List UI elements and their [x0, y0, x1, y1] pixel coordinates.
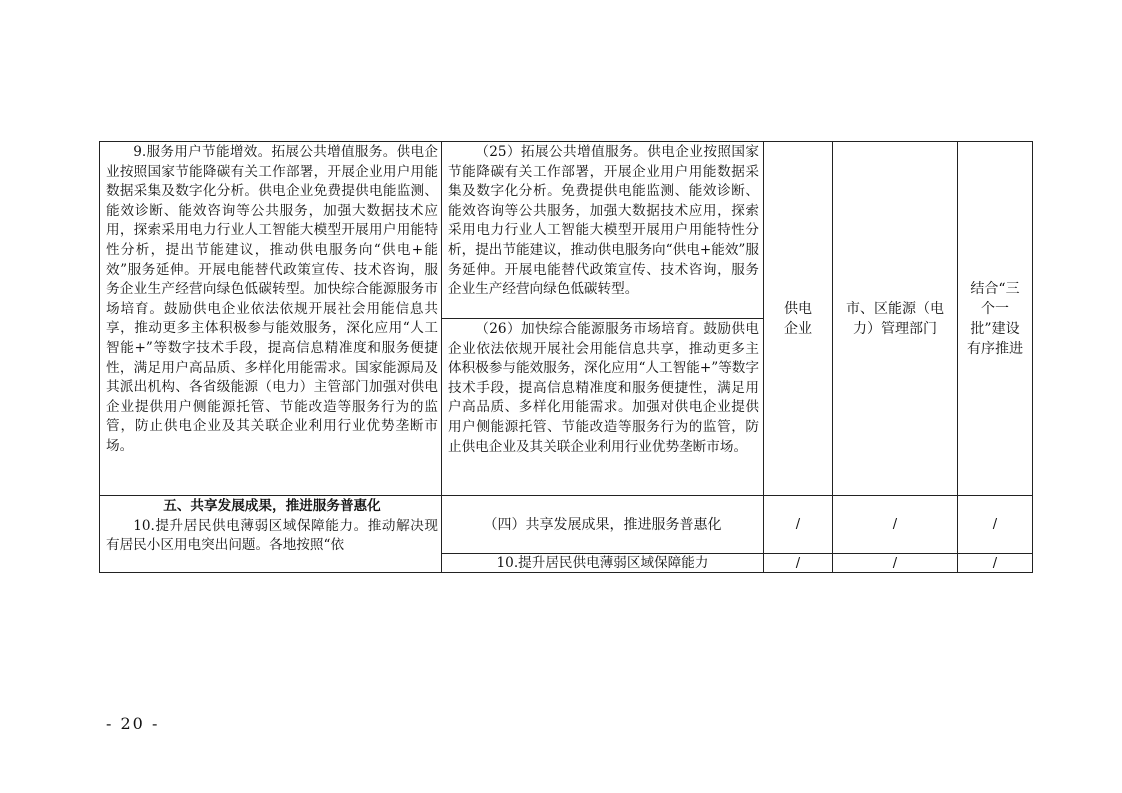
measure-cell-26	[442, 319, 764, 496]
slash-cell: /	[764, 496, 833, 554]
slash-cell: /	[958, 554, 1033, 573]
section-cell	[100, 496, 442, 573]
slash-cell: /	[764, 554, 833, 573]
responsible-unit-cell	[764, 142, 833, 496]
policy-cell	[100, 142, 442, 496]
measure-cell-section4	[442, 496, 764, 554]
measure-text-25: （25）拓展公共增值服务。供电企业按照国家节能降碳有关工作部署，开展企业用户用能数据采集及数字化分析。免费提供电能监测、能效诊断、能效咨询等公共服务，加强大数据技术应用，探索采用电力行业人工智能大模型开展用户用能特性分析，提出节能建议，推动供电服务向“供电+能效”服务延伸。开展电能替代政策宣传、技术咨询，服务企业生产经营向绿色低碳转型。	[448, 144, 759, 298]
page-number: - 20 -	[106, 714, 160, 733]
policy-text-10: 10.提升居民供电薄弱区域保障能力。推动解决现有居民小区用电突出问题。各地按照“依	[106, 517, 438, 554]
section-title: 五、共享发展成果，推进服务普惠化	[163, 498, 381, 514]
section4-title: （四）共享发展成果，推进服务普惠化	[483, 516, 722, 533]
measure-text-26: （26）加快综合能源服务市场培育。鼓励供电企业依法依规开展社会用能信息共享，推动更多主体积极参与能效服务，深化应用“人工智能+”等数字技术手段，提高信息精准度和服务便捷性，满足用户高品质、多样化用能需求。加强对供电企业提供用户侧能源托管、节能改造等服务行为的监管，防止供电企业及其关联企业利用行业优势垄断市场。	[448, 321, 759, 455]
table-row	[100, 496, 1033, 554]
measure-cell-10	[442, 554, 764, 573]
table-row	[100, 142, 1033, 319]
measure-cell-25	[442, 142, 764, 319]
responsible-unit: 供电企业	[784, 300, 812, 337]
supervisor-cell	[833, 142, 958, 496]
measure-text-10: 10.提升居民供电薄弱区域保障能力	[496, 554, 709, 571]
policy-text-9: 9.服务用户节能增效。拓展公共增值服务。供电企业按照国家节能降碳有关工作部署，开展企业用户用能数据采集及数字化分析。供电企业免费提供电能监测、能效诊断、能效咨询等公共服务，加强大数据技术应用，探索采用电力行业人工智能大模型开展用户用能特性分析，提出节能建议，推动供电服务向“供电+能效”服务延伸。开展电能替代政策宣传、技术咨询，服务企业生产经营向绿色低碳转型。加快综合能源服务市场培育。鼓励供电企业依法依规开展社会用能信息共享，推动更多主体积极参与能效服务，深化应用“人工智能+”等数字技术手段，提高信息精准度和服务便捷性，满足用户高品质、多样化用能需求。国家能源局及其派出机构、各省级能源（电力）主管部门加强对供电企业提供用户侧能源托管、节能改造等服务行为的监管，防止供电企业及其关联企业利用行业优势垄断市场。	[106, 144, 438, 454]
schedule-cell	[958, 142, 1033, 496]
slash-cell: /	[833, 496, 958, 554]
supervisor-unit: 市、区能源（电力）管理部门	[846, 300, 944, 337]
measures-table	[99, 141, 1033, 573]
slash-cell: /	[833, 554, 958, 573]
slash-cell: /	[958, 496, 1033, 554]
schedule-text: 结合“三个一批”建设有序推进	[967, 280, 1023, 357]
